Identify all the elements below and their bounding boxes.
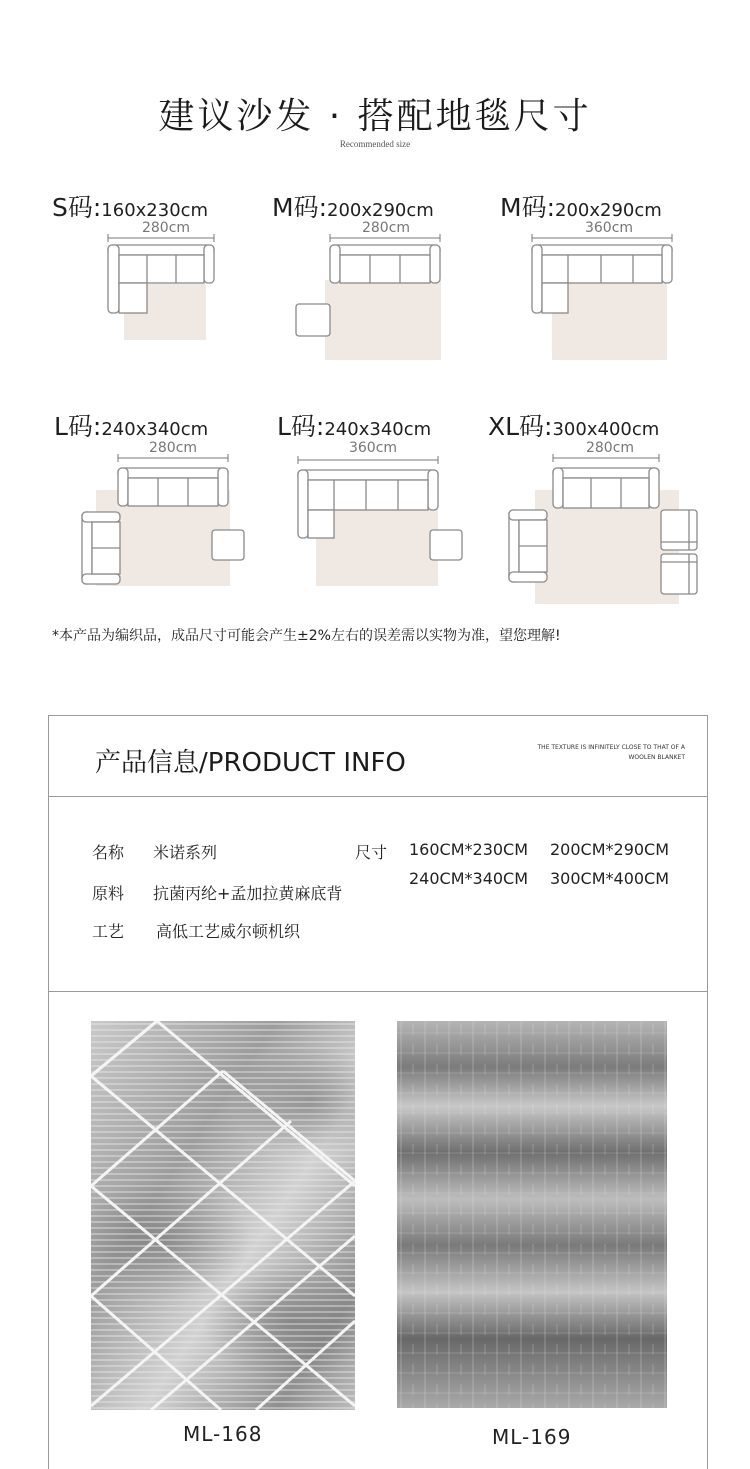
spec-size-value: 160CM*230CM (409, 840, 529, 859)
product-info-title: 产品信息/PRODUCT INFO (95, 748, 406, 778)
tolerance-note: *本产品为编织品，成品尺寸可能会产生±2%左右的误差需以实物为准，望您理解! (52, 628, 561, 644)
divider (48, 796, 708, 797)
spec-name-label: 名称 (92, 843, 125, 862)
rug-image-ml-169 (397, 1021, 667, 1408)
sofa-layout-illustration (290, 440, 520, 610)
spec-material-label: 原料 (92, 884, 125, 903)
size-label-xl: XL码:300x400cm (488, 412, 660, 441)
spec-size-value: 200CM*290CM (550, 840, 670, 859)
dimension-label: 360cm (584, 220, 634, 236)
sofa-layout-illustration (525, 220, 750, 390)
size-label-m-280: M码:200x290cm (272, 193, 434, 222)
spec-size-value: 300CM*400CM (550, 869, 670, 888)
rug-image-ml-168 (91, 1021, 355, 1410)
product-code-ml-169: ML-169 (492, 1425, 572, 1449)
size-label-s: S码:160x230cm (52, 193, 209, 222)
page-subtitle: Recommended size (339, 139, 411, 149)
dimension-label: 280cm (585, 440, 635, 456)
diagram-m-280 (292, 220, 522, 390)
dimension-label: 360cm (348, 440, 398, 456)
spec-craft-value: 高低工艺威尔顿机织 (156, 922, 301, 941)
spec-name-value: 米诺系列 (153, 843, 218, 862)
dimension-label: 280cm (361, 220, 411, 236)
rug-pattern (397, 1021, 667, 1408)
spec-material-value: 抗菌丙纶+孟加拉黄麻底背 (153, 884, 343, 903)
spec-size-label: 尺寸 (355, 843, 388, 862)
spec-size-value: 240CM*340CM (409, 869, 529, 888)
product-info-tagline: THE TEXTURE IS INFINITELY CLOSE TO THAT OF A WOOLEN BLANKET (537, 744, 685, 761)
page-title: 建议沙发 · 搭配地毯尺寸 (158, 96, 592, 137)
spec-craft-label: 工艺 (92, 922, 125, 941)
dimension-label: 280cm (141, 220, 191, 236)
size-label-l-280: L码:240x340cm (54, 412, 209, 441)
rug-pattern (91, 1021, 355, 1410)
diagram-m-360 (525, 220, 750, 390)
dimension-label: 280cm (148, 440, 198, 456)
product-code-ml-168: ML-168 (183, 1422, 263, 1446)
sofa-layout-illustration (292, 220, 522, 390)
sofa-layout-illustration (505, 440, 735, 610)
diagram-xl-280 (505, 440, 735, 610)
diagram-l-280 (78, 440, 308, 610)
sofa-layout-illustration (78, 440, 308, 610)
size-label-m-360: M码:200x290cm (500, 193, 662, 222)
diagram-l-360 (290, 440, 520, 610)
size-label-l-360: L码:240x340cm (277, 412, 432, 441)
divider (48, 991, 708, 992)
